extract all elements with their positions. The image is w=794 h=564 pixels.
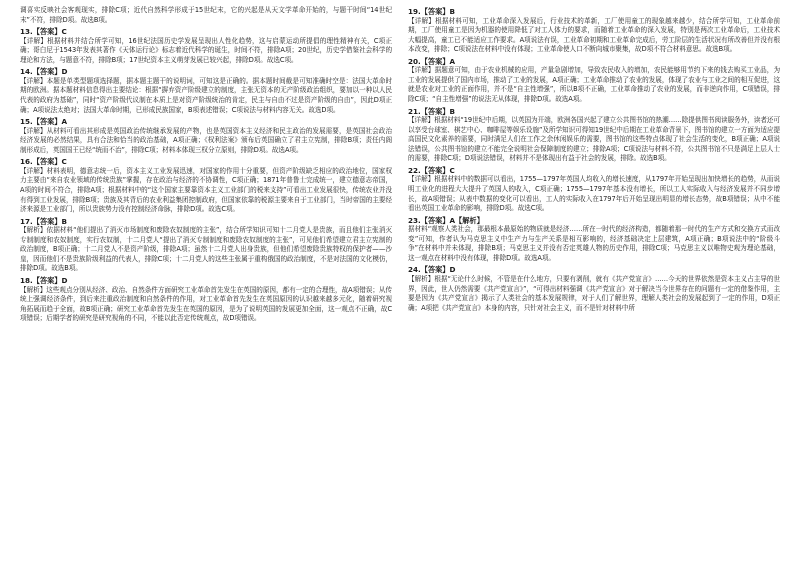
answer-heading: 18.【答案】D <box>20 276 68 285</box>
detail-text: 据材料“观察人类社会，那最根本最原始的物质就是经济……所在一时代的经济构造，都随着那一时代的生产方式和交换方式而改变”可知，作者认为马克思主义中生产力与生产关系是相互影响的，经济基础决定上层建筑，A项正确；B项说法中的“阶级斗争”在材料中并未体现，排除B项；马克思主义并没有否定英雄人物的历史作用，排除C项；马克思主义以唯物史观为理论基础，这一观点在材料中没有体现，排除D项。故选A项。 <box>408 225 780 262</box>
answer-entry <box>408 216 780 264</box>
detail-text: 【详解】根据材料并结合所学可知，16世纪法国历史学发展呈现出人性化趋势，这与启蒙运动所提倡的理性精神有关，C项正确；哥白尼于1543年发表其著作《天体运行论》标志着近代科学的诞生，时间不符，排除A项；20世纪，历史学借鉴社会科学的理论和方法，与题意不符，排除B项；17世纪资本主义萌芽发展已较兴起，排除D项。故选C项。 <box>20 36 392 64</box>
answer-heading: 23.【答案】A【解析】 <box>408 215 484 225</box>
answer-entry <box>20 157 392 214</box>
answer-entry <box>20 217 392 274</box>
detail-text: 【解析】这些观点分别从经济、政治、自然条件方面研究工业革命首先发生在英国的原因，都有一定的合理性，故A项错误；从传统上强调经济条件，到后来注重政治制度和自然条件的作用，对工业革命首先发生在英国原因的认识越来越多元化，随着研究视角拓展而趋于全面，故B项正确；研究工业革命首先发生在英国的原因，是为了说明英国的发展更加全面，这一观点不正确，故C项错误；后期学者的研究是研究视角的不同，不能以此否定传统观点，故D项错误。 <box>20 285 392 323</box>
answer-entry <box>408 265 780 313</box>
answer-heading: 21.【答案】B <box>408 106 455 116</box>
detail-text: 【解析】根据“无论什么时候，不管是在什么地方，只要有剥削，就有《共产党宣言》……今天的世界依然是资本主义占主导的世界，因此，世人仍然需要《共产党宣言》”，“可得出材料强调《共产党宣言》对于解决当今世界存在的问题有一定的借鉴作用，主要是因为《共产党宣言》揭示了人类社会的基本发展规律，对于人们了解世界，理解人类社会的发展起到了一定的作用，D项正确；A项把《共产党宣言》本身的内容，只针对社会主义，而不是针对材料中所 <box>408 275 780 312</box>
detail-text: 调喜实反映社会客观现实，排除C项；近代自然科学形成于15世纪末，它的兴起是从天文学革命开始的，与题干时间“14世纪末”不符，排除D项。故选B项。 <box>20 6 392 24</box>
detail-text: 【详解】根据材料“19世纪中后期，以英国为开端，欧洲各国兴起了建立公共图书馆的热潮……除提供图书阅读服务外，读者还可以享受台球室、棋艺中心、咖啡屋等娱乐设施”及所学知识可得知19世纪中后期在工业革命背景下，图书馆的建立一方面为适应提高国民文化素养的需要，同时满足人们在工作之余休闲娱乐的需要，图书馆的这些特点体现了社会生活的变化，B项正确；A项说法错误，公共图书馆的建立不能完全说明社会保障制度的建立；排除A项；C项说法与材料不符，公共图书馆不只是满足上层人士的需要，排除C项；D项说法错误，材料并不是体现出有益于社会的发展，排除。故选B项。 <box>408 116 780 163</box>
detail-text: 【详解】据题意可知，由于农业机械的应用，产量急剧增加，导致农民收入的增加，农民能够用节约下来的钱去购买工业品，为工业的发展提供了国内市场，推动了工业的发展，A项正确；工业革命推动了农业的发展，体现了农业与工业之间的相互促进，这就是农业对工业的正面作用，并不是“自主性增强”，所以B项不正确，工业革命推动了农业的发展，而非逆向作用，C项错误，排除C项；“自主性增强”的说法无从体现，排除D项。故选A项。 <box>408 66 780 104</box>
answer-entry <box>20 67 392 115</box>
detail-text: 【详解】材料表明，德意志统一后，资本主义工业发展迅速，对国家的作用十分重要，但资产阶级缺乏相应的政治地位，国家权力主要由“来自农业领域的传统贵族”掌握，存在政治与经济的不协调性，C项正确；1871年普鲁士完成统一，建立德意志帝国，A项的时间不符合，排除A项；根据材料中的“这个国家主要靠资本主义工业部门的税来支持”可看出工业发展很快，传统农业并没有得到工业发展，排除B项；贵族及其背后的农业利益集团控制政府，但国家依靠的税源主要来自于工业部门，当时帝国的主要经济来源是工业部门，所以贵族势力没有控制经济命脉，排除D项。故选C项。 <box>20 166 392 214</box>
answer-entry <box>20 117 392 155</box>
answer-heading: 19.【答案】B <box>408 7 455 16</box>
two-column-layout <box>20 6 780 556</box>
answer-heading: 24.【答案】D <box>408 265 456 275</box>
answer-heading: 13.【答案】C <box>20 27 67 37</box>
answer-entry <box>408 7 780 55</box>
answer-heading: 22.【答案】C <box>408 165 455 175</box>
answer-entry <box>20 27 392 65</box>
answer-heading: 20.【答案】A <box>408 56 456 66</box>
detail-text: 【详解】根据材料中的数据可以看出，1755—1797年英国人均收入的增长速度，从1797年开始呈现出加快增长的趋势，从而说明工业化的进程大大提升了英国人的收入，C项正确；1755—1797年基本没有增长，所以工人实际收入与经济发展并不同步增长，故A项错误；从表中数据的变化可以看出，工人的实际收入在1797年后开始呈现出明显的增长态势，故B项错误；从中不能看出英国工业革命的影响，排除D项。故选C项。 <box>408 175 780 213</box>
detail-text: 【详解】根据材料可知，工业革命深入发展后，行业技术的革新，工厂使用童工的现象越来越少，结合所学可知，工业革命前期，工厂使用童工是因为机器的使用降低了对工人体力的要求，而随着工业革命的深入发展，特别是两次工业革命后，工业技术大幅提高，童工已不能适应工作要求。A项说法有误，工业革命初期和工业革命完成后，劳工阶层的生活状况有所改善但并没有根本改变，排除；C项说法在材料中没有体现；工业革命使人口不断向城市聚集，故D项不符合材料意思。故选B项。 <box>408 16 780 54</box>
answer-entry <box>20 276 392 324</box>
answer-entry <box>408 107 780 164</box>
right-column <box>408 6 780 556</box>
answer-heading: 15.【答案】A <box>20 117 68 127</box>
left-column <box>20 6 392 556</box>
answer-heading: 16.【答案】C <box>20 157 67 167</box>
detail-text: 【解析】依据材料“他们提出了消灭市场制度和废除农奴制度的主张”，结合所学知识可知十二月党人是贵族，而且他们主张消灭专制制度和农奴制度，实行农奴制，十二月党人“提出了消灭专制制度和废除农奴制度的主张”，可见他们希望建立君主立宪制的政治制度，B项正确；十二月党人不是资产阶级，排除A项；虽然十二月党人出身贵族，但他们希望废除贵族特权的保护者——沙皇，因而他们不是贵族阶级利益的代表人，排除C项；十二月党人的这些主张属于重构俄国的政治制度，不是对法国的文化模仿，排除D项。故选B项。 <box>20 226 392 273</box>
answer-heading: 17.【答案】B <box>20 216 67 226</box>
answer-heading: 14.【答案】D <box>20 67 68 77</box>
answer-entry <box>408 57 780 105</box>
answer-entry <box>408 166 780 214</box>
detail-text: 【详解】从材料可看出其形成是英国政治传统继承发展的产物，也是英国资本主义经济和民主政治的发展需要，是英国社会政治经济发展的必然结果，具有合法和恰当的政治基础，A项正确；《权利法案》颁布后英国确立了君主立宪制，排除B项；责任内阁制形成后，英国国王已经“统而不治”，排除C项；材料本体现三权分立原则，排除D项。故选A项。 <box>20 126 392 154</box>
detail-text: 【详解】本题是单类型题项选择题，据本题主题干的说明词，可知这是正确的。据本题时间截是可知准确时空是：法国大革命时期的欧洲。据本题材料信息得出主要结论：根据“摒弃资产阶级建立的制度，主张无资本的无产阶级政治组织，要加以一种以人民代表的政府为基础”，同时“资产阶级代议制在本质上是对资产阶级统治的肯定，民主与自由不过是资产阶级的自由”，因此D项正确；A项说法太绝对；法国大革命时期，已形成民族国家，B项表述错误；C项说法与材料内容无关。故选D项。 <box>20 76 392 114</box>
answer-entry <box>20 6 392 25</box>
